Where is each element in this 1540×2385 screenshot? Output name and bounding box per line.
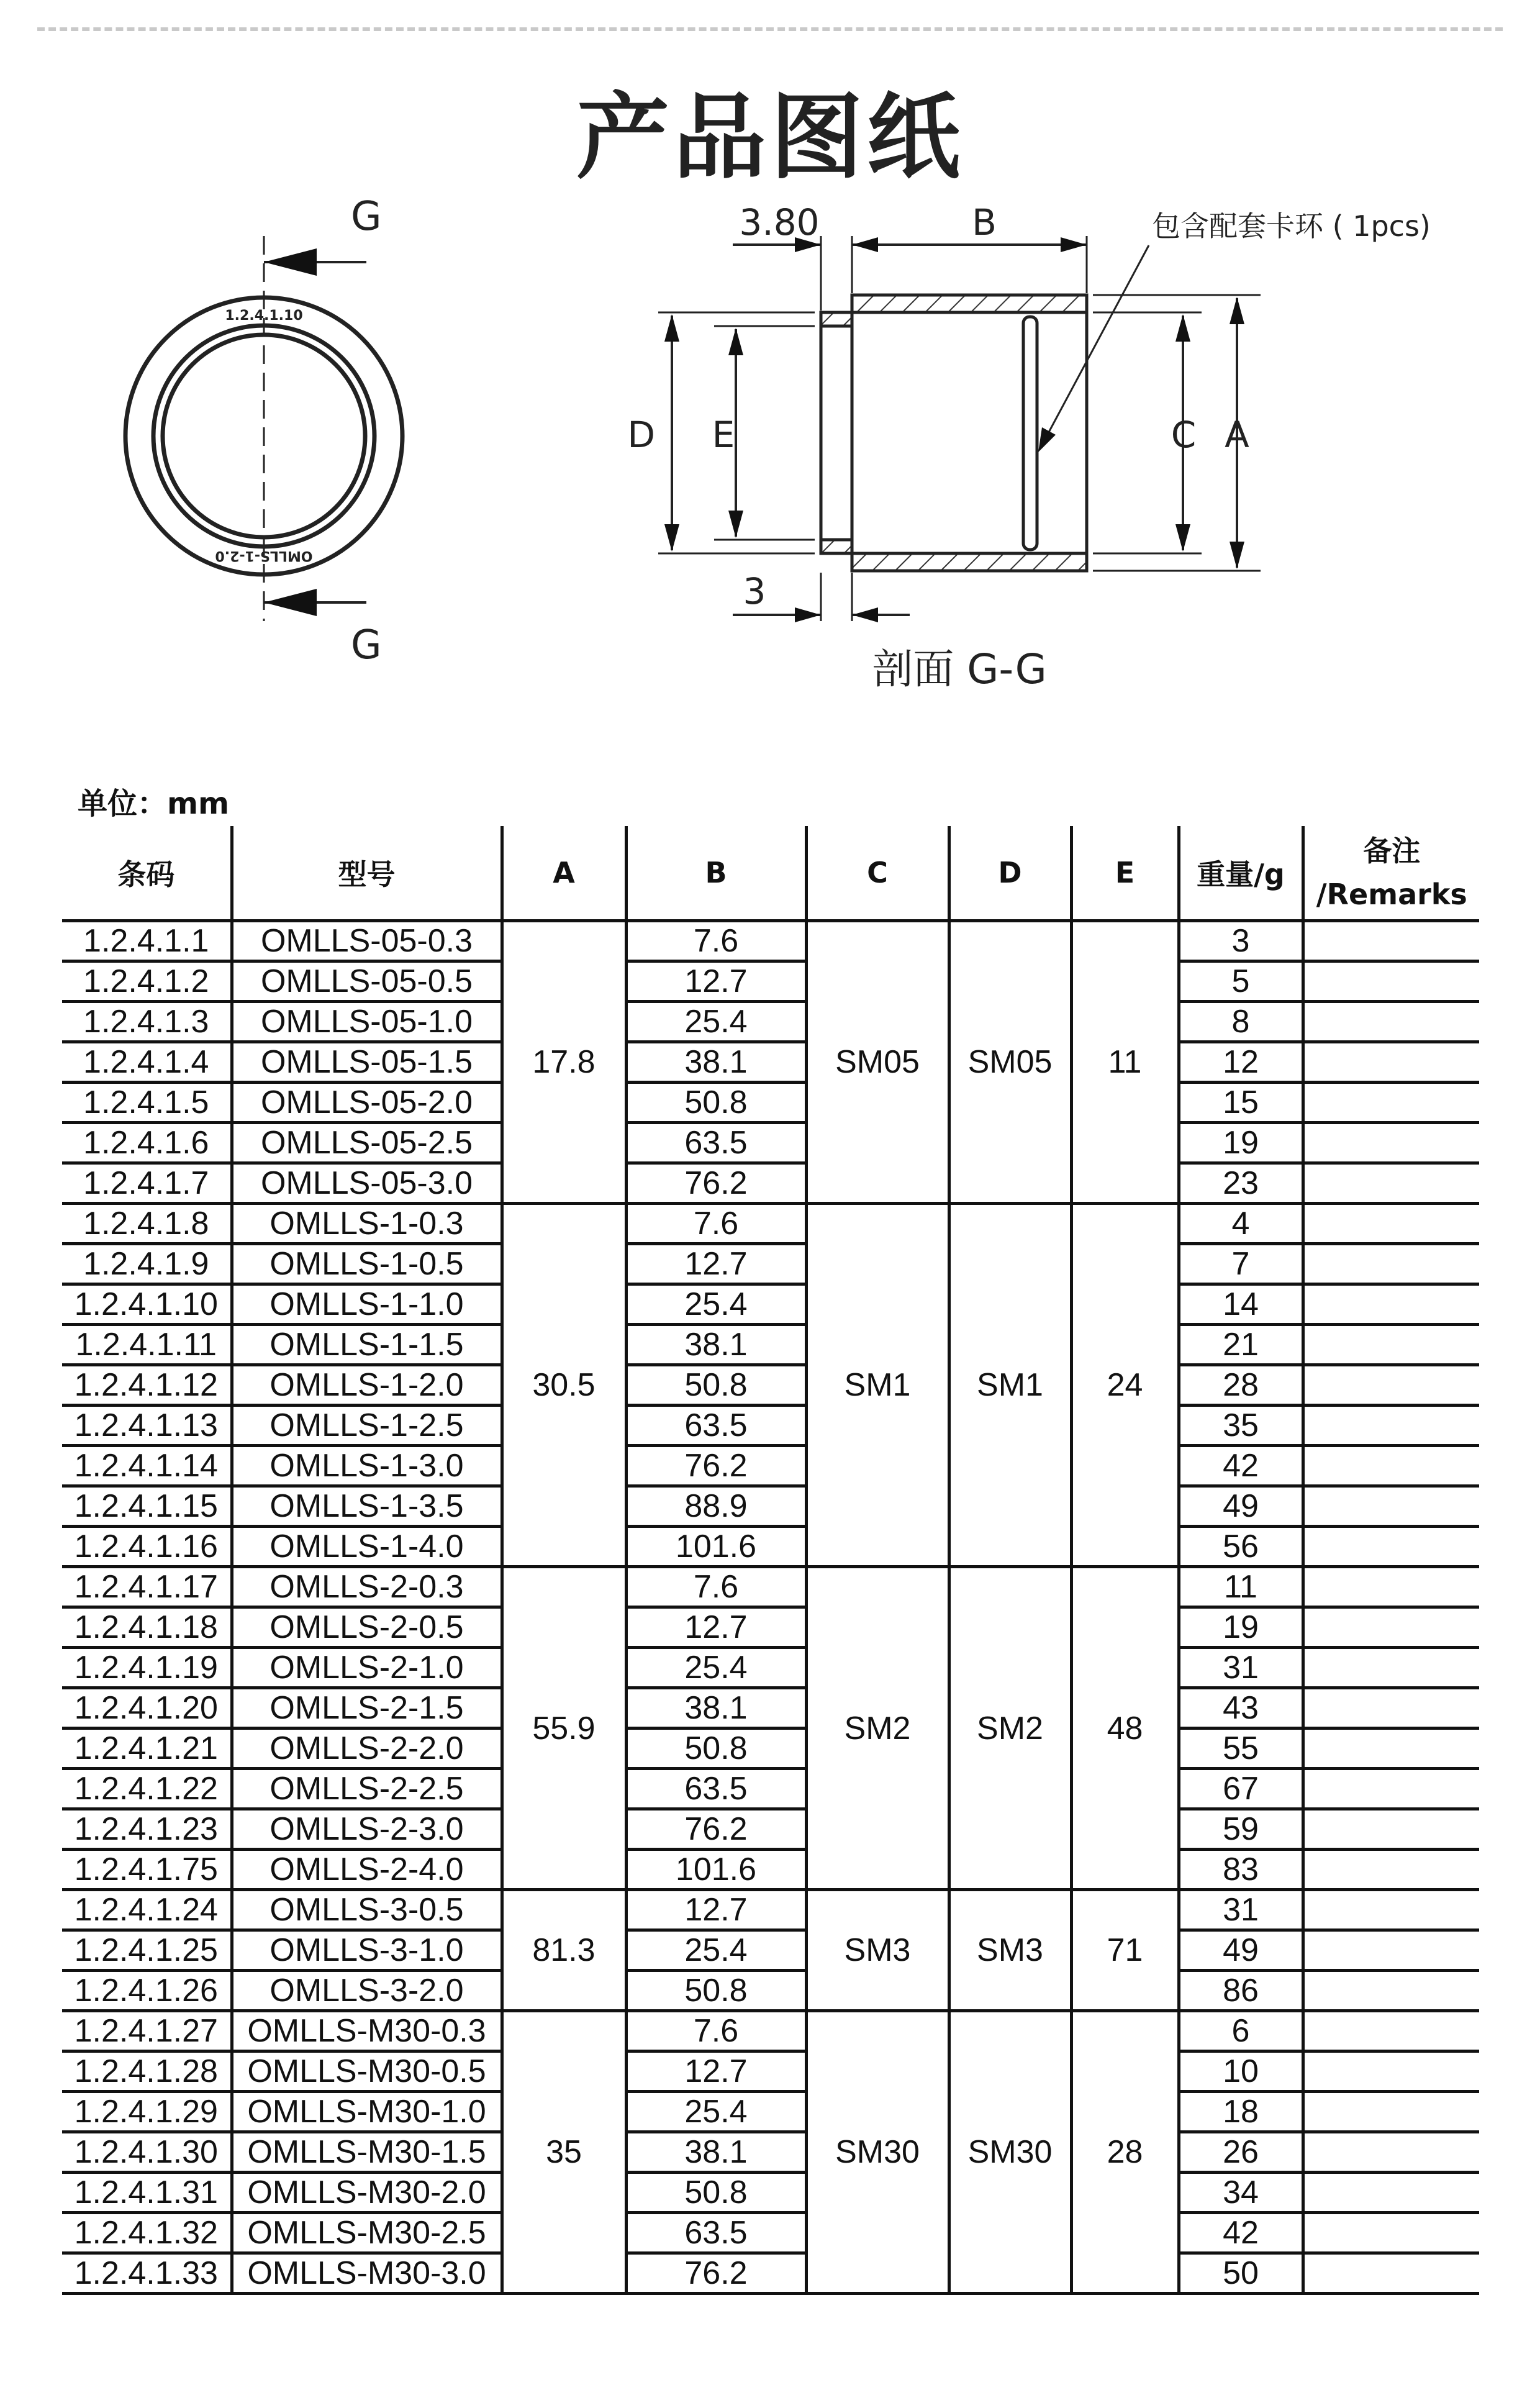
cell-remarks [1303, 1890, 1479, 1930]
retaining-ring-note: 包含配套卡环 ( 1pcs) [1152, 209, 1431, 243]
cell-model: OMLLS-2-2.5 [232, 1769, 502, 1809]
table-row [62, 2051, 1479, 2092]
table-row [62, 1890, 1479, 1930]
cell-b: 101.6 [626, 1527, 806, 1567]
dim-c-label: C [1171, 414, 1197, 456]
dim-3-80-label: 3.80 [739, 201, 820, 243]
cell-model: OMLLS-05-1.0 [232, 1002, 502, 1042]
cell-b: 38.1 [626, 1325, 806, 1365]
cell-weight: 49 [1179, 1486, 1303, 1527]
cell-model: OMLLS-2-1.5 [232, 1688, 502, 1729]
table-row [62, 1325, 1479, 1365]
top-dashed-divider [37, 27, 1503, 31]
cell-barcode: 1.2.4.1.27 [62, 2011, 232, 2051]
cell-model: OMLLS-2-4.0 [232, 1850, 502, 1890]
cell-model: OMLLS-M30-1.0 [232, 2092, 502, 2132]
cell-b: 76.2 [626, 1163, 806, 1204]
cell-b: 12.7 [626, 2051, 806, 2092]
table-row [62, 2173, 1479, 2213]
cell-remarks [1303, 1284, 1479, 1325]
cell-remarks [1303, 2092, 1479, 2132]
cell-remarks [1303, 2253, 1479, 2294]
cell-remarks [1303, 1688, 1479, 1729]
cell-weight: 26 [1179, 2132, 1303, 2173]
spec-table-header [62, 826, 1479, 921]
table-row [62, 1971, 1479, 2011]
cell-model: OMLLS-1-3.0 [232, 1446, 502, 1486]
cell-weight: 5 [1179, 961, 1303, 1002]
dim-b-label: B [972, 201, 997, 243]
cell-barcode: 1.2.4.1.4 [62, 1042, 232, 1083]
cell-weight: 4 [1179, 1204, 1303, 1244]
cell-remarks [1303, 2213, 1479, 2253]
table-row [62, 1123, 1479, 1163]
cell-weight: 35 [1179, 1406, 1303, 1446]
cell-model: OMLLS-3-2.0 [232, 1971, 502, 2011]
cell-b: 7.6 [626, 2011, 806, 2051]
cell-remarks [1303, 1567, 1479, 1607]
cell-barcode: 1.2.4.1.15 [62, 1486, 232, 1527]
cell-weight: 86 [1179, 1971, 1303, 2011]
cell-b: 25.4 [626, 1930, 806, 1971]
cell-e: 11 [1071, 921, 1179, 1204]
cell-remarks [1303, 1850, 1479, 1890]
cell-weight: 55 [1179, 1729, 1303, 1769]
cell-weight: 19 [1179, 1123, 1303, 1163]
cell-barcode: 1.2.4.1.8 [62, 1204, 232, 1244]
cell-model: OMLLS-1-0.5 [232, 1244, 502, 1284]
cell-d: SM05 [949, 921, 1071, 1204]
cell-c: SM05 [806, 921, 949, 1204]
table-row [62, 1163, 1479, 1204]
ring-engraving-bottom: OMLLS-1-2.0 [215, 548, 313, 563]
cell-weight: 67 [1179, 1769, 1303, 1809]
cell-remarks [1303, 1365, 1479, 1406]
cell-b: 38.1 [626, 2132, 806, 2173]
section-g-g-label: 剖面 G-G [872, 645, 1047, 693]
cell-barcode: 1.2.4.1.12 [62, 1365, 232, 1406]
cell-b: 7.6 [626, 921, 806, 961]
cell-weight: 43 [1179, 1688, 1303, 1729]
cell-e: 71 [1071, 1890, 1179, 2011]
cell-weight: 12 [1179, 1042, 1303, 1083]
g-label-bottom: G [351, 622, 382, 668]
cell-b: 38.1 [626, 1688, 806, 1729]
cell-weight: 6 [1179, 2011, 1303, 2051]
cell-barcode: 1.2.4.1.13 [62, 1406, 232, 1446]
cell-remarks [1303, 1971, 1479, 2011]
cell-model: OMLLS-1-3.5 [232, 1486, 502, 1527]
cell-weight: 23 [1179, 1163, 1303, 1204]
cell-model: OMLLS-M30-2.5 [232, 2213, 502, 2253]
cell-remarks [1303, 1083, 1479, 1123]
cell-a: 35 [502, 2011, 626, 2294]
cell-barcode: 1.2.4.1.3 [62, 1002, 232, 1042]
cell-model: OMLLS-M30-1.5 [232, 2132, 502, 2173]
dim-3-label: 3 [743, 570, 766, 612]
header-remarks [1303, 826, 1479, 921]
cell-weight: 28 [1179, 1365, 1303, 1406]
spec-table-body [62, 921, 1479, 2294]
cell-barcode: 1.2.4.1.5 [62, 1083, 232, 1123]
cell-b: 76.2 [626, 2253, 806, 2294]
cell-model: OMLLS-05-1.5 [232, 1042, 502, 1083]
cell-b: 50.8 [626, 1365, 806, 1406]
cell-model: OMLLS-M30-3.0 [232, 2253, 502, 2294]
cell-weight: 18 [1179, 2092, 1303, 2132]
page-title: 产品图纸 [576, 84, 964, 192]
cell-model: OMLLS-05-2.0 [232, 1083, 502, 1123]
table-row [62, 1486, 1479, 1527]
cell-barcode: 1.2.4.1.1 [62, 921, 232, 961]
cell-b: 12.7 [626, 961, 806, 1002]
cell-b: 50.8 [626, 2173, 806, 2213]
cell-weight: 14 [1179, 1284, 1303, 1325]
cell-barcode: 1.2.4.1.22 [62, 1769, 232, 1809]
cell-weight: 83 [1179, 1850, 1303, 1890]
cell-barcode: 1.2.4.1.11 [62, 1325, 232, 1365]
cell-weight: 31 [1179, 1890, 1303, 1930]
cell-e: 48 [1071, 1567, 1179, 1890]
cell-model: OMLLS-1-4.0 [232, 1527, 502, 1567]
table-row [62, 1769, 1479, 1809]
cell-remarks [1303, 961, 1479, 1002]
cell-weight: 8 [1179, 1002, 1303, 1042]
cell-barcode: 1.2.4.1.24 [62, 1890, 232, 1930]
cell-weight: 59 [1179, 1809, 1303, 1850]
table-row [62, 921, 1479, 961]
cell-weight: 42 [1179, 1446, 1303, 1486]
cell-c: SM3 [806, 1890, 949, 2011]
cell-b: 12.7 [626, 1890, 806, 1930]
table-row [62, 1244, 1479, 1284]
cell-barcode: 1.2.4.1.9 [62, 1244, 232, 1284]
cell-model: OMLLS-1-1.0 [232, 1284, 502, 1325]
cell-barcode: 1.2.4.1.23 [62, 1809, 232, 1850]
cell-barcode: 1.2.4.1.29 [62, 2092, 232, 2132]
cell-e: 24 [1071, 1204, 1179, 1567]
cell-remarks [1303, 921, 1479, 961]
cell-barcode: 1.2.4.1.25 [62, 1930, 232, 1971]
cell-model: OMLLS-05-2.5 [232, 1123, 502, 1163]
header-model: 型号 [232, 826, 502, 921]
cell-b: 38.1 [626, 1042, 806, 1083]
table-row [62, 1042, 1479, 1083]
cell-b: 25.4 [626, 1284, 806, 1325]
cell-weight: 49 [1179, 1930, 1303, 1971]
cell-barcode: 1.2.4.1.18 [62, 1607, 232, 1648]
dim-d-label: D [627, 414, 655, 456]
cell-barcode: 1.2.4.1.33 [62, 2253, 232, 2294]
header-a: A [502, 826, 626, 921]
cell-model: OMLLS-M30-0.3 [232, 2011, 502, 2051]
cell-d: SM3 [949, 1890, 1071, 2011]
cell-barcode: 1.2.4.1.31 [62, 2173, 232, 2213]
cell-barcode: 1.2.4.1.2 [62, 961, 232, 1002]
cell-model: OMLLS-M30-2.0 [232, 2173, 502, 2213]
table-row [62, 2092, 1479, 2132]
cell-remarks [1303, 1607, 1479, 1648]
cell-b: 76.2 [626, 1446, 806, 1486]
cell-b: 7.6 [626, 1567, 806, 1607]
cell-remarks [1303, 1446, 1479, 1486]
cell-b: 12.7 [626, 1244, 806, 1284]
cell-weight: 21 [1179, 1325, 1303, 1365]
cell-barcode: 1.2.4.1.75 [62, 1850, 232, 1890]
cell-b: 25.4 [626, 1002, 806, 1042]
header-d: D [949, 826, 1071, 921]
cell-model: OMLLS-2-0.3 [232, 1567, 502, 1607]
cell-remarks [1303, 1002, 1479, 1042]
table-row [62, 1607, 1479, 1648]
cell-remarks [1303, 1729, 1479, 1769]
dim-a-label: A [1225, 414, 1249, 456]
table-row [62, 1284, 1479, 1325]
cell-a: 30.5 [502, 1204, 626, 1567]
table-row [62, 1648, 1479, 1688]
cell-barcode: 1.2.4.1.16 [62, 1527, 232, 1567]
product-drawing [0, 186, 1540, 733]
cell-weight: 15 [1179, 1083, 1303, 1123]
cell-remarks [1303, 2132, 1479, 2173]
cell-model: OMLLS-2-0.5 [232, 1607, 502, 1648]
cell-barcode: 1.2.4.1.32 [62, 2213, 232, 2253]
table-row [62, 1083, 1479, 1123]
header-barcode: 条码 [62, 826, 232, 921]
cell-a: 55.9 [502, 1567, 626, 1890]
ring-engraving-top: 1.2.4.1.10 [225, 308, 303, 324]
cell-b: 63.5 [626, 1769, 806, 1809]
table-row [62, 2213, 1479, 2253]
cell-b: 63.5 [626, 1406, 806, 1446]
cell-model: OMLLS-2-1.0 [232, 1648, 502, 1688]
cell-barcode: 1.2.4.1.17 [62, 1567, 232, 1607]
header-c: C [806, 826, 949, 921]
cell-remarks [1303, 1930, 1479, 1971]
cell-barcode: 1.2.4.1.20 [62, 1688, 232, 1729]
cell-b: 25.4 [626, 2092, 806, 2132]
cell-barcode: 1.2.4.1.21 [62, 1729, 232, 1769]
cell-remarks [1303, 1809, 1479, 1850]
unit-label: 单位：mm [78, 786, 230, 821]
table-row [62, 1406, 1479, 1446]
table-row [62, 1930, 1479, 1971]
table-row [62, 2253, 1479, 2294]
cell-barcode: 1.2.4.1.28 [62, 2051, 232, 2092]
cell-model: OMLLS-3-1.0 [232, 1930, 502, 1971]
cell-weight: 10 [1179, 2051, 1303, 2092]
header-weight: 重量/g [1179, 826, 1303, 921]
g-label-top: G [351, 194, 382, 240]
cell-b: 12.7 [626, 1607, 806, 1648]
cell-model: OMLLS-2-3.0 [232, 1809, 502, 1850]
table-row [62, 1688, 1479, 1729]
table-row [62, 1204, 1479, 1244]
cell-remarks [1303, 1648, 1479, 1688]
cell-model: OMLLS-05-3.0 [232, 1163, 502, 1204]
cell-remarks [1303, 1527, 1479, 1567]
cell-model: OMLLS-1-2.5 [232, 1406, 502, 1446]
cell-barcode: 1.2.4.1.14 [62, 1446, 232, 1486]
table-row [62, 1527, 1479, 1567]
cell-model: OMLLS-1-2.0 [232, 1365, 502, 1406]
side-section-view [658, 236, 1261, 622]
cell-weight: 3 [1179, 921, 1303, 961]
cell-b: 50.8 [626, 1729, 806, 1769]
cell-remarks [1303, 2011, 1479, 2051]
table-row [62, 2132, 1479, 2173]
cell-remarks [1303, 1486, 1479, 1527]
cell-weight: 50 [1179, 2253, 1303, 2294]
spec-table [62, 826, 1479, 2295]
table-row [62, 1729, 1479, 1769]
cell-b: 50.8 [626, 1971, 806, 2011]
cell-remarks [1303, 1123, 1479, 1163]
cell-model: OMLLS-05-0.3 [232, 921, 502, 961]
cell-barcode: 1.2.4.1.19 [62, 1648, 232, 1688]
cell-remarks [1303, 1769, 1479, 1809]
cell-c: SM2 [806, 1567, 949, 1890]
cell-weight: 19 [1179, 1607, 1303, 1648]
cell-barcode: 1.2.4.1.10 [62, 1284, 232, 1325]
cell-weight: 56 [1179, 1527, 1303, 1567]
cell-b: 7.6 [626, 1204, 806, 1244]
cell-b: 50.8 [626, 1083, 806, 1123]
header-b: B [626, 826, 806, 921]
cell-weight: 11 [1179, 1567, 1303, 1607]
cell-barcode: 1.2.4.1.30 [62, 2132, 232, 2173]
cell-remarks [1303, 1163, 1479, 1204]
cell-model: OMLLS-3-0.5 [232, 1890, 502, 1930]
cell-c: SM1 [806, 1204, 949, 1567]
cell-b: 63.5 [626, 1123, 806, 1163]
cell-d: SM2 [949, 1567, 1071, 1890]
cell-model: OMLLS-1-0.3 [232, 1204, 502, 1244]
header-remarks-line1: 备注 [1363, 834, 1421, 868]
cell-d: SM1 [949, 1204, 1071, 1567]
cell-b: 25.4 [626, 1648, 806, 1688]
header-remarks-line2: /Remarks [1316, 878, 1467, 911]
cell-c: SM30 [806, 2011, 949, 2294]
cell-remarks [1303, 1406, 1479, 1446]
cell-remarks [1303, 1244, 1479, 1284]
cell-barcode: 1.2.4.1.26 [62, 1971, 232, 2011]
cell-weight: 31 [1179, 1648, 1303, 1688]
table-row [62, 1809, 1479, 1850]
table-row [62, 1365, 1479, 1406]
cell-weight: 34 [1179, 2173, 1303, 2213]
cell-d: SM30 [949, 2011, 1071, 2294]
dim-e-label: E [712, 414, 735, 456]
cell-weight: 7 [1179, 1244, 1303, 1284]
cell-b: 88.9 [626, 1486, 806, 1527]
table-row [62, 1567, 1479, 1607]
cell-remarks [1303, 1325, 1479, 1365]
cell-weight: 42 [1179, 2213, 1303, 2253]
cell-model: OMLLS-2-2.0 [232, 1729, 502, 1769]
cell-b: 63.5 [626, 2213, 806, 2253]
table-row [62, 1002, 1479, 1042]
cell-model: OMLLS-1-1.5 [232, 1325, 502, 1365]
cell-remarks [1303, 1042, 1479, 1083]
table-row [62, 961, 1479, 1002]
cell-b: 101.6 [626, 1850, 806, 1890]
cell-barcode: 1.2.4.1.7 [62, 1163, 232, 1204]
cell-barcode: 1.2.4.1.6 [62, 1123, 232, 1163]
cell-e: 28 [1071, 2011, 1179, 2294]
header-e: E [1071, 826, 1179, 921]
cell-model: OMLLS-M30-0.5 [232, 2051, 502, 2092]
table-row [62, 2011, 1479, 2051]
cell-remarks [1303, 1204, 1479, 1244]
cell-model: OMLLS-05-0.5 [232, 961, 502, 1002]
cell-a: 81.3 [502, 1890, 626, 2011]
cell-a: 17.8 [502, 921, 626, 1204]
cell-b: 76.2 [626, 1809, 806, 1850]
table-row [62, 1850, 1479, 1890]
cell-remarks [1303, 2051, 1479, 2092]
cell-remarks [1303, 2173, 1479, 2213]
table-row [62, 1446, 1479, 1486]
